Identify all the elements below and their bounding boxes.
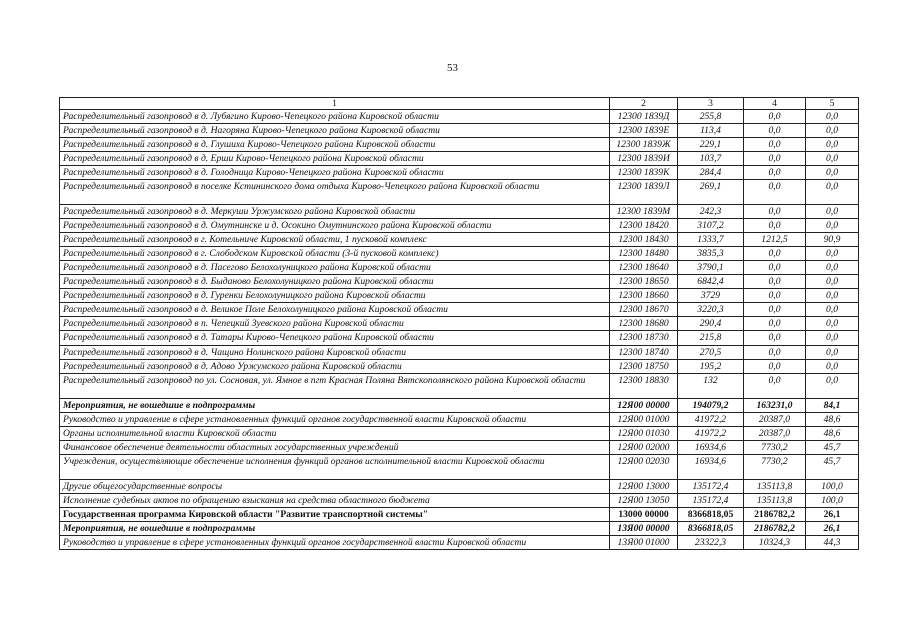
row-code-cell: 12300 18670 xyxy=(610,303,678,317)
row-name-cell: Распределительный газопровод в д. Глушиха Кирово-Чепецкого района Кировской области xyxy=(60,138,610,152)
row-percent-cell: 0,0 xyxy=(806,152,859,166)
table-row xyxy=(60,219,859,233)
row-name-cell: Мероприятия, не вошедшие в подпрограммы xyxy=(60,521,610,535)
row-value-planned-cell: 3220,3 xyxy=(678,303,744,317)
table-row xyxy=(60,535,859,549)
row-code-cell: 12300 18650 xyxy=(610,275,678,289)
row-percent-cell: 48,6 xyxy=(806,426,859,440)
row-value-actual-cell: 0,0 xyxy=(744,247,806,261)
row-value-actual-cell: 0,0 xyxy=(744,317,806,331)
row-name-cell: Учреждения, осуществляющие обеспечение исполнения функций органов исполнительной власти Кировской области xyxy=(60,454,610,479)
row-percent-cell: 26,1 xyxy=(806,507,859,521)
row-value-planned-cell: 132 xyxy=(678,373,744,398)
row-name-cell: Распределительный газопровод в д. Чащино Нолинского района Кировской области xyxy=(60,345,610,359)
table-row xyxy=(60,493,859,507)
row-value-actual-cell: 0,0 xyxy=(744,303,806,317)
row-percent-cell: 45,7 xyxy=(806,454,859,479)
table-row xyxy=(60,303,859,317)
row-value-planned-cell: 3729 xyxy=(678,289,744,303)
row-code-cell: 12Я00 02030 xyxy=(610,454,678,479)
row-name-cell: Государственная программа Кировской области "Развитие транспортной системы" xyxy=(60,507,610,521)
row-name-cell: Руководство и управление в сфере установленных функций органов государственной власти Кировской области xyxy=(60,412,610,426)
table-row xyxy=(60,261,859,275)
row-percent-cell: 0,0 xyxy=(806,331,859,345)
row-name-cell: Другие общегосударственные вопросы xyxy=(60,479,610,493)
row-code-cell: 12300 18640 xyxy=(610,261,678,275)
row-value-planned-cell: 135172,4 xyxy=(678,479,744,493)
row-value-actual-cell: 0,0 xyxy=(744,124,806,138)
row-code-cell: 12300 18480 xyxy=(610,247,678,261)
row-value-planned-cell: 3835,3 xyxy=(678,247,744,261)
row-value-planned-cell: 1333,7 xyxy=(678,233,744,247)
row-code-cell: 12300 1839Д xyxy=(610,110,678,124)
table-row xyxy=(60,454,859,479)
table-body xyxy=(60,110,859,550)
row-name-cell: Распределительный газопровод в д. Пасегово Белохолуницкого района Кировской области xyxy=(60,261,610,275)
row-value-planned-cell: 255,8 xyxy=(678,110,744,124)
row-value-actual-cell: 0,0 xyxy=(744,345,806,359)
row-value-planned-cell: 8366818,05 xyxy=(678,521,744,535)
budget-table xyxy=(59,97,859,550)
row-percent-cell: 0,0 xyxy=(806,219,859,233)
row-name-cell: Распределительный газопровод в д. Гуренки Белохолуницкого района Кировской области xyxy=(60,289,610,303)
row-percent-cell: 44,3 xyxy=(806,535,859,549)
row-value-actual-cell: 0,0 xyxy=(744,331,806,345)
row-code-cell: 12Я00 13000 xyxy=(610,479,678,493)
column-header: 1 xyxy=(60,98,610,110)
row-value-planned-cell: 215,8 xyxy=(678,331,744,345)
column-header: 4 xyxy=(744,98,806,110)
row-code-cell: 12300 1839К xyxy=(610,166,678,180)
table-row xyxy=(60,205,859,219)
row-value-actual-cell: 135113,8 xyxy=(744,493,806,507)
table-row xyxy=(60,152,859,166)
column-header: 3 xyxy=(678,98,744,110)
row-percent-cell: 48,6 xyxy=(806,412,859,426)
row-code-cell: 12300 18750 xyxy=(610,359,678,373)
row-value-actual-cell: 163231,0 xyxy=(744,398,806,412)
row-value-actual-cell: 0,0 xyxy=(744,205,806,219)
row-code-cell: 12300 18420 xyxy=(610,219,678,233)
row-code-cell: 12Я00 01030 xyxy=(610,426,678,440)
row-code-cell: 12Я00 00000 xyxy=(610,398,678,412)
row-name-cell: Распределительный газопровод по ул. Сосновая, ул. Ямное в пгт Красная Поляна Вятскополянского района Кировской области xyxy=(60,373,610,398)
row-value-planned-cell: 290,4 xyxy=(678,317,744,331)
page-number: 53 xyxy=(447,62,458,74)
row-value-planned-cell: 6842,4 xyxy=(678,275,744,289)
row-value-planned-cell: 113,4 xyxy=(678,124,744,138)
row-percent-cell: 0,0 xyxy=(806,138,859,152)
table-row xyxy=(60,331,859,345)
row-code-cell: 12300 18660 xyxy=(610,289,678,303)
row-code-cell: 13Я00 01000 xyxy=(610,535,678,549)
table-row xyxy=(60,247,859,261)
table-row xyxy=(60,373,859,398)
row-percent-cell: 0,0 xyxy=(806,317,859,331)
table-row xyxy=(60,479,859,493)
row-percent-cell: 0,0 xyxy=(806,247,859,261)
row-value-planned-cell: 3790,1 xyxy=(678,261,744,275)
table-row xyxy=(60,138,859,152)
row-value-planned-cell: 269,1 xyxy=(678,180,744,205)
row-percent-cell: 0,0 xyxy=(806,275,859,289)
row-value-actual-cell: 0,0 xyxy=(744,359,806,373)
row-name-cell: Распределительный газопровод в д. Лубягино Кирово-Чепецкого района Кировской области xyxy=(60,110,610,124)
row-percent-cell: 0,0 xyxy=(806,124,859,138)
row-code-cell: 12300 1839М xyxy=(610,205,678,219)
row-value-actual-cell: 0,0 xyxy=(744,219,806,233)
row-percent-cell: 0,0 xyxy=(806,345,859,359)
row-value-actual-cell: 20387,0 xyxy=(744,426,806,440)
row-code-cell: 12300 1839Л xyxy=(610,180,678,205)
row-percent-cell: 0,0 xyxy=(806,166,859,180)
row-value-actual-cell: 0,0 xyxy=(744,138,806,152)
row-value-planned-cell: 103,7 xyxy=(678,152,744,166)
row-name-cell: Руководство и управление в сфере установленных функций органов государственной власти Кировской области xyxy=(60,535,610,549)
row-name-cell: Финансовое обеспечение деятельности областных государственных учреждений xyxy=(60,440,610,454)
column-header: 5 xyxy=(806,98,859,110)
row-name-cell: Распределительный газопровод в д. Омутнинске и д. Осокино Омутнинского района Кировской области xyxy=(60,219,610,233)
row-percent-cell: 84,1 xyxy=(806,398,859,412)
row-value-planned-cell: 135172,4 xyxy=(678,493,744,507)
row-name-cell: Распределительный газопровод в д. Нагоряна Кирово-Чепецкого района Кировской области xyxy=(60,124,610,138)
row-value-actual-cell: 0,0 xyxy=(744,110,806,124)
row-value-actual-cell: 2186782,2 xyxy=(744,507,806,521)
row-code-cell: 12300 1839И xyxy=(610,152,678,166)
row-percent-cell: 0,0 xyxy=(806,261,859,275)
row-percent-cell: 0,0 xyxy=(806,303,859,317)
row-code-cell: 12300 18830 xyxy=(610,373,678,398)
row-name-cell: Распределительный газопровод в поселке Кстининского дома отдыха Кирово-Чепецкого района Кировской области xyxy=(60,180,610,205)
row-value-planned-cell: 229,1 xyxy=(678,138,744,152)
table-row xyxy=(60,289,859,303)
table-row xyxy=(60,412,859,426)
row-code-cell: 12Я00 13050 xyxy=(610,493,678,507)
row-value-actual-cell: 0,0 xyxy=(744,261,806,275)
row-value-planned-cell: 270,5 xyxy=(678,345,744,359)
row-percent-cell: 0,0 xyxy=(806,205,859,219)
row-value-actual-cell: 1212,5 xyxy=(744,233,806,247)
table-header-row xyxy=(60,98,859,110)
row-value-actual-cell: 20387,0 xyxy=(744,412,806,426)
row-value-planned-cell: 242,3 xyxy=(678,205,744,219)
row-percent-cell: 26,1 xyxy=(806,521,859,535)
row-value-actual-cell: 2186782,2 xyxy=(744,521,806,535)
row-name-cell: Исполнение судебных актов по обращению взыскания на средства областного бюджета xyxy=(60,493,610,507)
table-row xyxy=(60,180,859,205)
table-row xyxy=(60,426,859,440)
row-percent-cell: 100,0 xyxy=(806,493,859,507)
row-code-cell: 13Я00 00000 xyxy=(610,521,678,535)
row-value-actual-cell: 0,0 xyxy=(744,180,806,205)
table-row xyxy=(60,507,859,521)
row-name-cell: Распределительный газопровод в д. Татары Кирово-Чепецкого района Кировской области xyxy=(60,331,610,345)
row-value-planned-cell: 16934,6 xyxy=(678,440,744,454)
row-name-cell: Распределительный газопровод в г. Слободском Кировской области (3-й пусковой комплекс) xyxy=(60,247,610,261)
row-percent-cell: 0,0 xyxy=(806,180,859,205)
row-percent-cell: 0,0 xyxy=(806,359,859,373)
row-code-cell: 12Я00 02000 xyxy=(610,440,678,454)
row-code-cell: 12300 18680 xyxy=(610,317,678,331)
row-name-cell: Распределительный газопровод в п. Чепецкий Зуевского района Кировской области xyxy=(60,317,610,331)
table-row xyxy=(60,398,859,412)
row-code-cell: 12300 1839Ж xyxy=(610,138,678,152)
row-value-planned-cell: 8366818,05 xyxy=(678,507,744,521)
row-value-actual-cell: 135113,8 xyxy=(744,479,806,493)
row-value-planned-cell: 284,4 xyxy=(678,166,744,180)
row-value-actual-cell: 0,0 xyxy=(744,152,806,166)
row-name-cell: Органы исполнительной власти Кировской области xyxy=(60,426,610,440)
row-name-cell: Распределительный газопровод в д. Адово Уржумского района Кировской области xyxy=(60,359,610,373)
row-code-cell: 12Я00 01000 xyxy=(610,412,678,426)
row-value-actual-cell: 0,0 xyxy=(744,275,806,289)
row-code-cell: 12300 18740 xyxy=(610,345,678,359)
row-percent-cell: 0,0 xyxy=(806,373,859,398)
row-name-cell: Распределительный газопровод в д. Голодница Кирово-Чепецкого района Кировской области xyxy=(60,166,610,180)
row-value-actual-cell: 10324,3 xyxy=(744,535,806,549)
row-code-cell: 12300 1839Е xyxy=(610,124,678,138)
row-percent-cell: 90,9 xyxy=(806,233,859,247)
table-row xyxy=(60,317,859,331)
row-value-actual-cell: 0,0 xyxy=(744,373,806,398)
table-row xyxy=(60,110,859,124)
row-name-cell: Распределительный газопровод в д. Быданово Белохолуницкого района Кировской области xyxy=(60,275,610,289)
row-value-planned-cell: 41972,2 xyxy=(678,426,744,440)
row-value-planned-cell: 195,2 xyxy=(678,359,744,373)
table-row xyxy=(60,233,859,247)
table-row xyxy=(60,521,859,535)
table-row xyxy=(60,440,859,454)
row-name-cell: Распределительный газопровод в г. Котельниче Кировской области, 1 пусковой комплекс xyxy=(60,233,610,247)
row-percent-cell: 0,0 xyxy=(806,110,859,124)
row-value-planned-cell: 41972,2 xyxy=(678,412,744,426)
table-row xyxy=(60,166,859,180)
table-row xyxy=(60,275,859,289)
row-value-planned-cell: 23322,3 xyxy=(678,535,744,549)
row-value-planned-cell: 194079,2 xyxy=(678,398,744,412)
row-value-actual-cell: 0,0 xyxy=(744,289,806,303)
row-value-actual-cell: 0,0 xyxy=(744,166,806,180)
row-code-cell: 12300 18730 xyxy=(610,331,678,345)
table-row xyxy=(60,124,859,138)
row-percent-cell: 45,7 xyxy=(806,440,859,454)
row-name-cell: Распределительный газопровод в д. Великое Поле Белохолуницкого района Кировской области xyxy=(60,303,610,317)
table-row xyxy=(60,359,859,373)
table-row xyxy=(60,345,859,359)
row-code-cell: 13000 00000 xyxy=(610,507,678,521)
row-name-cell: Распределительный газопровод в д. Ерши Кирово-Чепецкого района Кировской области xyxy=(60,152,610,166)
row-code-cell: 12300 18430 xyxy=(610,233,678,247)
column-header: 2 xyxy=(610,98,678,110)
row-name-cell: Мероприятия, не вошедшие в подпрограммы xyxy=(60,398,610,412)
row-value-planned-cell: 3107,2 xyxy=(678,219,744,233)
row-name-cell: Распределительный газопровод в д. Меркуши Уржумского района Кировской области xyxy=(60,205,610,219)
row-value-actual-cell: 7730,2 xyxy=(744,454,806,479)
row-percent-cell: 100,0 xyxy=(806,479,859,493)
row-value-actual-cell: 7730,2 xyxy=(744,440,806,454)
row-percent-cell: 0,0 xyxy=(806,289,859,303)
row-value-planned-cell: 16934,6 xyxy=(678,454,744,479)
